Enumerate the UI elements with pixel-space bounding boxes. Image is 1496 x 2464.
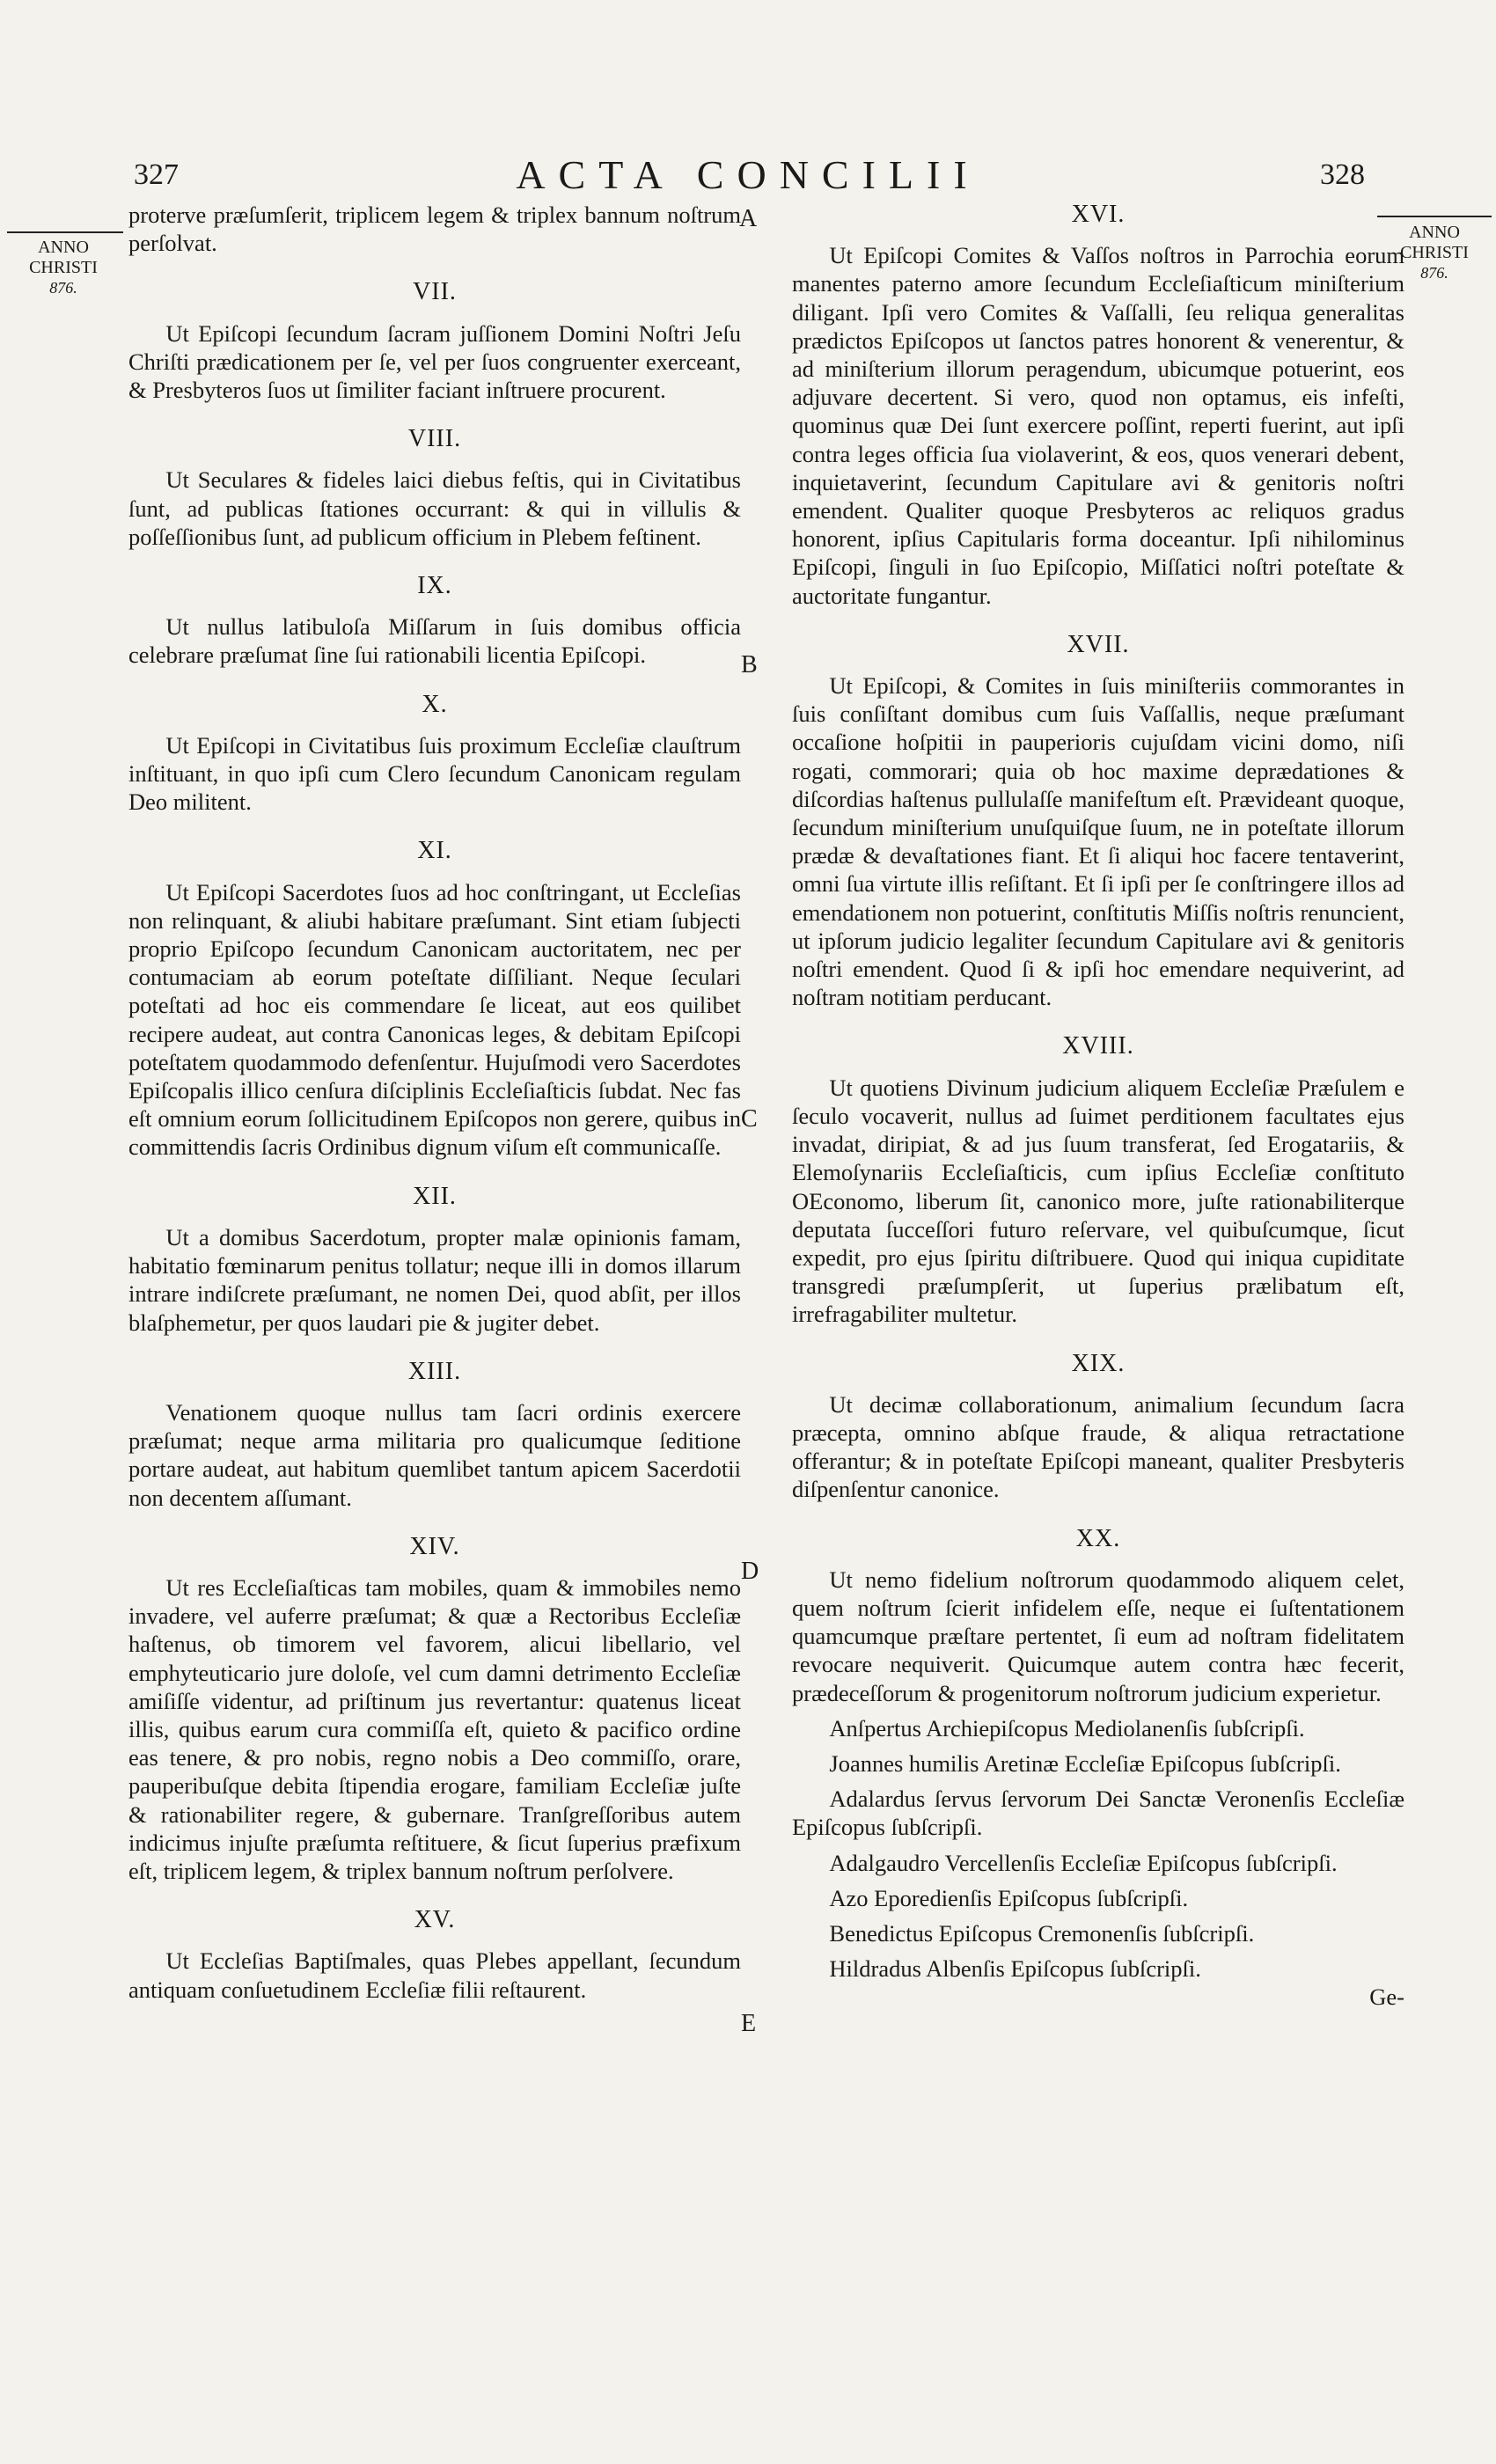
chapter-text-xv: Ut Eccleſias Baptiſmales, quas Plebes appellant, ſecundum antiquam conſuetudinem Eccleſiæ filii reſtaurent.	[128, 1947, 741, 2003]
chapter-heading-vii: VII.	[413, 278, 457, 306]
signature-line: Anſpertus Archiepiſcopus Mediolanenſis ſubſcripſi.	[829, 1714, 1305, 1742]
chapter-heading-viii: VIII.	[407, 425, 462, 453]
continued-text: proterve præſumſerit, triplicem legem & triplex bannum noſtrum perſolvat.	[128, 202, 741, 257]
chapter-heading-xv: XV.	[414, 1906, 456, 1934]
side-note-left-year: 876.	[49, 279, 77, 297]
signature-line: Joannes humilis Aretinæ Eccleſiæ Epiſcopus ſubſcripſi.	[829, 1749, 1341, 1777]
chapter-text-xii: Ut a domibus Sacerdotum, propter malæ opinionis famam, habitatio fœminarum penitus tollatur; neque illi in domos illarum intrare indiſcrete præſumant, ne nomen Dei, quod abſit, per illos blaſphemetur, per quos laudari pie & jugiter debet.	[128, 1223, 741, 1336]
side-note-left-christi: CHRISTI	[29, 258, 98, 277]
margin-letter-d: D	[741, 1558, 759, 1585]
margin-letter-e: E	[741, 2010, 757, 2037]
page-number-left: 327	[134, 158, 179, 191]
side-note-right-year: 876.	[1420, 264, 1448, 282]
chapter-text-xviii: Ut quotiens Divinum judicium aliquem Eccleſiæ Præſulem e ſeculo vocaverit, nullus ad ſuimet perditionem facultates ejus invadat, diripiat, & ad jus ſuum transferat, ſed Erogatariis, & Elemoſynariis Eccleſiaſticis, cum ipſius Eccleſiæ conſtituto OEconomo, liberum ſit, canonico more, juſte rationabiliterque deputata ſucceſſori futuro reſervare, vel quibuſcumque, ſicut expedit, pro ejus ſpiritu diſtribuere. Quod qui iniqua cupiditate transgredi præſumpſerit, ut ſuperius prælibatum eſt, irrefragabiliter multetur.	[792, 1074, 1404, 1328]
chapter-text-xiv: Ut res Eccleſiaſticas tam mobiles, quam & immobiles nemo invadere, vel auferre præſumat; & quæ a Rectoribus Eccleſiæ haſtenus, ob timorem vel favorem, alicui libellario, vel emphyteuticario jure doloſe, vel cum damni detrimento Eccleſiæ amiſiſſe videntur, ad priſtinum jus revertantur: quatenus liceat illis, quibus earum cura commiſſa eſt, quieto & pacifico ordine eas tenere, & pro nobis, regno nobis a Deo commiſſo, orare, pauperibuſque debita ſtipendia erogare, familiam Eccleſiæ juſte & rationabiliter regere, & gubernare. Tranſgreſſoribus autem indicimus injuſte præſumta reſtituere, & ſicut ſuperius præfixum eſt, triplicem legem, & triplex bannum noſtrum perſolvere.	[128, 1573, 741, 1884]
left-column	[128, 201, 741, 2004]
chapter-text-xix: Ut decimæ collaborationum, animalium ſecundum ſacra præcepta, omnino abſque fraude, & aliqua retractatione offerantur; & in poteſtate Epiſcopi maneant, qualiter Presbyteris diſpenſentur canonice.	[792, 1390, 1404, 1503]
signature-line: Adalardus ſervus ſervorum Dei Sanctæ Veronenſis Eccleſiæ Epiſcopus ſubſcripſi.	[792, 1786, 1404, 1841]
side-note-right-anno: ANNO	[1409, 223, 1460, 242]
left-header-rule	[7, 231, 123, 233]
chapter-text-xvi: Ut Epiſcopi Comites & Vaſſos noſtros in Parrochia eorum manentes paterno amore ſecundum Eccleſiaſticum miniſterium diligant. Ipſi vero Comites & Vaſſalli, ſeu reliqua generalitas prædictos Epiſcopos ut ſanctos patres honorent & venerentur, & ad miniſterium illorum peragendum, ubicumque potuerint, eos adjuvare decertent. Si vero, quod non optamus, eis infeſti, quominus quæ Dei ſunt exercere poſſint, reperti fuerint, aut ipſi contra leges officia ſua violaverint, & eos, quos venerari debent, inquietaverint, ſecundum Capitulare avi & genitoris noſtri emendent. Qualiter quoque Presbyteros ac reliquos gradus honorent, ipſius Capitularis forma doceantur. Ipſi nihilominus Epiſcopi, ſinguli in ſuo Epiſcopio, Miſſatici noſtri poteſtate & auctoritate fungantur.	[792, 242, 1404, 609]
chapter-heading-xii: XII.	[413, 1182, 457, 1210]
chapter-text-vii: Ut Epiſcopi ſecundum ſacram juſſionem Domini Noſtri Jeſu Chriſti prædicationem per ſe, vel per ſuos congruenter exerceant, & Presbyteros ſuos ut ſimiliter faciant inſtruere procurent.	[128, 319, 741, 404]
page-number-right: 328	[1320, 158, 1365, 191]
chapter-heading-xvi: XVI.	[1071, 201, 1126, 228]
right-column	[792, 201, 1404, 2012]
margin-letter-b: B	[741, 651, 758, 678]
chapter-heading-ix: IX.	[417, 572, 452, 600]
chapter-heading-xix: XIX.	[1071, 1349, 1126, 1377]
chapter-heading-xvii: XVII.	[1067, 630, 1130, 658]
chapter-heading-x: X.	[422, 690, 448, 718]
side-note-right-christi: CHRISTI	[1400, 243, 1469, 262]
chapter-heading-xi: XI.	[417, 837, 452, 865]
signature-line: Benedictus Epiſcopus Cremonenſis ſubſcripſi.	[829, 1919, 1255, 1947]
chapter-text-x: Ut Epiſcopi in Civitatibus ſuis proximum Eccleſiæ clauſtrum inſtituant, in quo ipſi cum Clero ſecundum Canonicam regulam Deo militent.	[128, 731, 741, 816]
signature-line: Azo Eporedienſis Epiſcopus ſubſcripſi.	[829, 1884, 1189, 1911]
side-note-left-anno: ANNO	[38, 238, 89, 257]
side-note-left	[11, 238, 116, 298]
chapter-text-ix: Ut nullus latibuloſa Miſſarum in ſuis domibus officia celebrare præſumat ſine ſui rationabili licentia Epiſcopi.	[128, 613, 741, 669]
signature-line: Hildradus Albenſis Epiſcopus ſubſcripſi.	[829, 1955, 1201, 1983]
chapter-heading-xiv: XIV.	[409, 1532, 460, 1560]
signature-line: Adalgaudro Vercellenſis Eccleſiæ Epiſcopus ſubſcripſi.	[829, 1849, 1338, 1876]
running-title: ACTA CONCILII	[516, 152, 980, 197]
chapter-text-xi: Ut Epiſcopi Sacerdotes ſuos ad hoc conſtringant, ut Eccleſias non relinquant, & aliubi habitare præſumant. Sint etiam ſubjecti proprio Epiſcopo ſecundum Canonicam auctoritatem, nec per contumaciam ab eorum poteſtate diſſiliant. Neque ſeculari poteſtati ad hoc eis commendare ſe liceat, aut eos quilibet recipere audeat, aut contra Canonicas leges, & debitam Epiſcopi poteſtatem quodammodo defenſentur. Hujuſmodi vero Sacerdotes Epiſcopalis illico cenſura diſciplinis Eccleſiaſticis ſubdat. Nec fas eſt omnium eorum ſollicitudinem Epiſcopos non gerere, quibus in committendis ſacris Ordinibus dignum viſum eſt communicaſſe.	[128, 878, 741, 1161]
chapter-text-viii: Ut Seculares & fideles laici diebus feſtis, qui in Civitatibus ſunt, ad publicas ſtationes occurrant: & qui in villulis & poſſeſſionibus ſunt, ad publicum officium in Plebem feſtinent.	[128, 466, 741, 550]
chapter-text-xx: Ut nemo fidelium noſtrorum quodammodo aliquem celet, quem noſtrum ſcierit infidelem eſſe, neque ei ſuſtentationem quamcumque præſtare pertentet, ſi eum ad noſtram fidelitatem revocare nequiverit. Quicumque autem contra hæc fecerit, prædeceſſorum & progenitorum noſtrorum judicium experietur.	[792, 1566, 1404, 1706]
chapter-heading-xiii: XIII.	[407, 1357, 462, 1385]
margin-letter-a: A	[739, 205, 758, 232]
chapter-heading-xx: XX.	[1075, 1524, 1121, 1552]
margin-letter-c: C	[741, 1105, 758, 1133]
chapter-heading-xviii: XVIII.	[1062, 1032, 1134, 1060]
chapter-text-xvii: Ut Epiſcopi, & Comites in ſuis miniſteriis commorantes in ſuis conſiſtant domibus cum ſuis Vaſſallis, neque præſumant occaſione hoſpitii in pauperioris cujuſdam vicini domo, niſi rogati, commorari; quia ob hoc maxime deprædationes & diſcordias haſtenus pullulaſſe manifeſtum eſt. Prævideant quoque, ſecundum miniſterium unuſquiſque ſuum, ne in poteſtate illorum prædæ & devaſtationes fiant. Et ſi aliqui hoc facere tentaverint, omni ſua virtute illis reſiſtant. Et ſi ipſi per ſe conſtringere illos ad emendationem non potuerint, conſtitutis Miſſis noſtris renuncient, ut ipſorum judicio legaliter ſecundum Capitulare avi & genitoris noſtri emendent. Quod ſi & ipſi hoc emendare nequiverint, ad noſtram notitiam perducant.	[792, 672, 1404, 1011]
chapter-text-xiii: Venationem quoque nullus tam ſacri ordinis exercere præſumat; neque arma militaria pro qualicumque ſeditione portare audeat, aut habitum quemlibet tantum apicem Sacerdotii non decentem aſſumant.	[128, 1398, 741, 1511]
catchword: Ge-	[1369, 1984, 1404, 2011]
